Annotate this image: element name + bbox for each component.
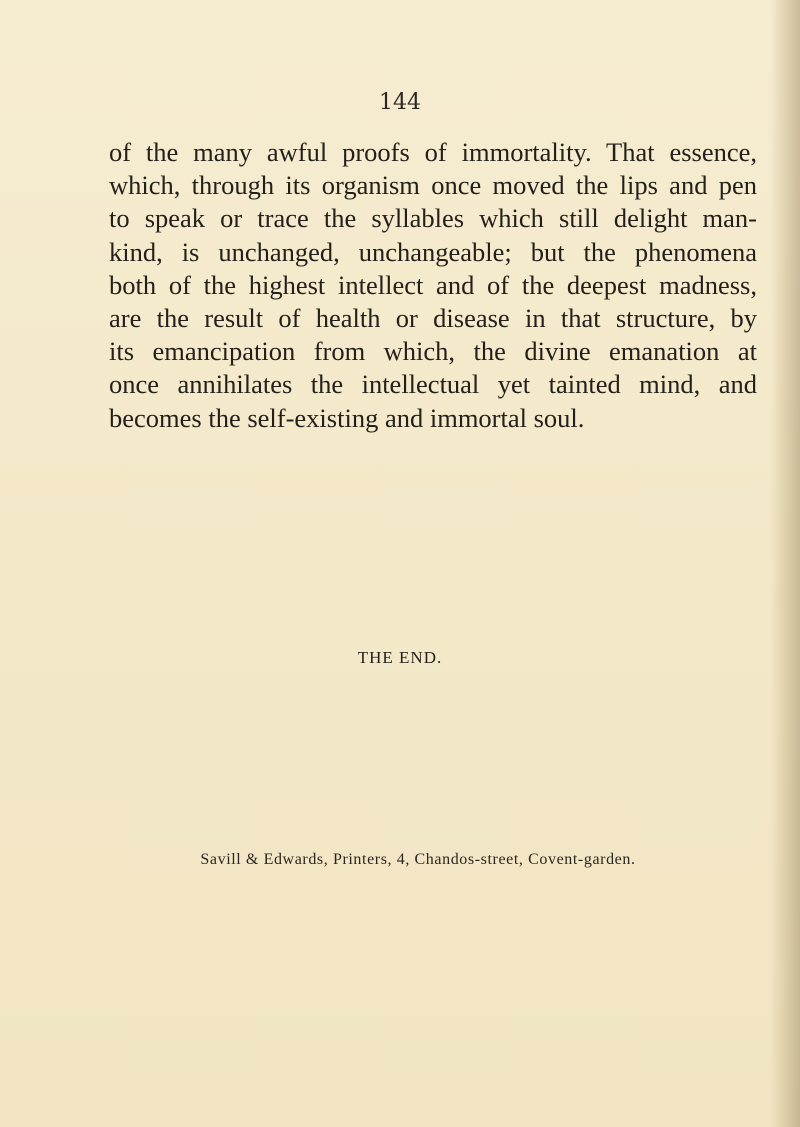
body-paragraph <box>109 136 757 435</box>
text-line: kind, is unchanged, unchangeable; but the phenomena <box>109 236 757 267</box>
text-line: both of the highest intellect and of the deepest madness, <box>109 269 757 300</box>
text-line: are the result of health or disease in that structure, by <box>109 303 757 334</box>
text-line: its emancipation from which, the divine emanation at <box>109 336 757 367</box>
text-line: which, through its organism once moved the lips and pen <box>109 170 757 201</box>
page-number: 144 <box>379 90 421 115</box>
printer-imprint: Savill & Edwards, Printers, 4, Chandos-street, Covent-garden. <box>200 851 636 868</box>
end-mark: THE END. <box>357 648 443 667</box>
text-line: to speak or trace the syllables which still delight man- <box>109 203 757 234</box>
text-line: once annihilates the intellectual yet tainted mind, and <box>109 369 757 400</box>
text-line: becomes the self-existing and immortal soul. <box>109 402 585 433</box>
text-line: of the many awful proofs of immortality. That essence, <box>109 137 757 167</box>
